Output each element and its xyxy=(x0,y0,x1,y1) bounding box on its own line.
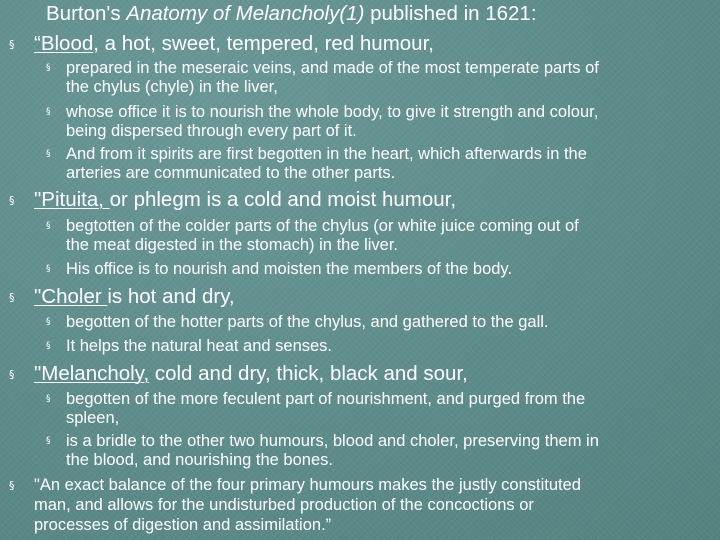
bullet-icon: § xyxy=(46,341,51,351)
humour-desc-pituita: or phlegm is a cold and moist humour, xyxy=(109,188,457,211)
detail-line: begotten of the more feculent part of nourishment, and purged from the xyxy=(66,390,586,408)
detail-line: is a bridle to the other two humours, blood and choler, preserving them in xyxy=(66,432,599,450)
humour-name-melancholy: "Melancholy, xyxy=(34,362,150,385)
detail-line: prepared in the meseraic veins, and made of the most temperate parts of xyxy=(66,59,599,77)
detail-line: begotten of the hotter parts of the chylus, and gathered to the gall. xyxy=(66,313,549,331)
humour-name-pituita: "Pituita, xyxy=(34,188,110,211)
bullet-icon: § xyxy=(46,394,51,404)
humour-heading-pituita xyxy=(34,189,456,211)
closing-line: man, and allows for the undisturbed production of the concoctions or xyxy=(34,496,534,514)
detail-line: And from it spirits are first begotten in the heart, which afterwards in the xyxy=(66,145,587,163)
intro-line xyxy=(46,3,537,25)
closing-line: "An exact balance of the four primary humours makes the justly constituted xyxy=(34,476,581,494)
detail-line: the blood, and nourishing the bones. xyxy=(66,451,333,469)
bullet-icon: § xyxy=(9,479,15,492)
humour-heading-melancholy xyxy=(34,363,468,385)
humour-desc-melancholy: cold and dry, thick, black and sour, xyxy=(149,362,468,385)
intro-suffix: published in 1621: xyxy=(364,2,537,25)
humour-desc-blood: , a hot, sweet, tempered, red humour, xyxy=(93,32,434,55)
bullet-icon: § xyxy=(9,291,15,304)
humour-heading-choler xyxy=(34,286,235,308)
humour-heading-blood xyxy=(34,33,434,55)
bullet-icon: § xyxy=(9,38,15,51)
detail-line: the meat digested in the stomach) in the liver. xyxy=(66,236,399,254)
humour-name-choler: "Choler xyxy=(34,285,108,308)
book-title: Anatomy of Melancholy(1) xyxy=(126,2,365,25)
detail-line: His office is to nourish and moisten the members of the body. xyxy=(66,260,513,278)
humour-desc-choler: is hot and dry, xyxy=(107,285,235,308)
bullet-icon: § xyxy=(9,368,15,381)
bullet-icon: § xyxy=(46,149,51,159)
detail-line: arteries are communicated to the other parts. xyxy=(66,164,396,182)
bullet-icon: § xyxy=(46,63,51,73)
humour-name-blood: “Blood xyxy=(34,32,94,55)
closing-line: processes of digestion and assimilation.” xyxy=(34,516,332,534)
bullet-icon: § xyxy=(46,264,51,274)
detail-line: being dispersed through every part of it. xyxy=(66,122,357,140)
bullet-icon: § xyxy=(46,107,51,117)
bullet-icon: § xyxy=(46,436,51,446)
detail-line: spleen, xyxy=(66,409,120,427)
detail-line: It helps the natural heat and senses. xyxy=(66,337,333,355)
detail-line: whose office it is to nourish the whole body, to give it strength and colour, xyxy=(66,103,599,121)
bullet-icon: § xyxy=(9,194,15,207)
bullet-icon: § xyxy=(46,317,51,327)
detail-line: begtotten of the colder parts of the chylus (or white juice coming out of xyxy=(66,217,579,235)
intro-prefix: Burton's xyxy=(46,2,127,25)
bullet-icon: § xyxy=(46,221,51,231)
detail-line: the chylus (chyle) in the liver, xyxy=(66,78,278,96)
